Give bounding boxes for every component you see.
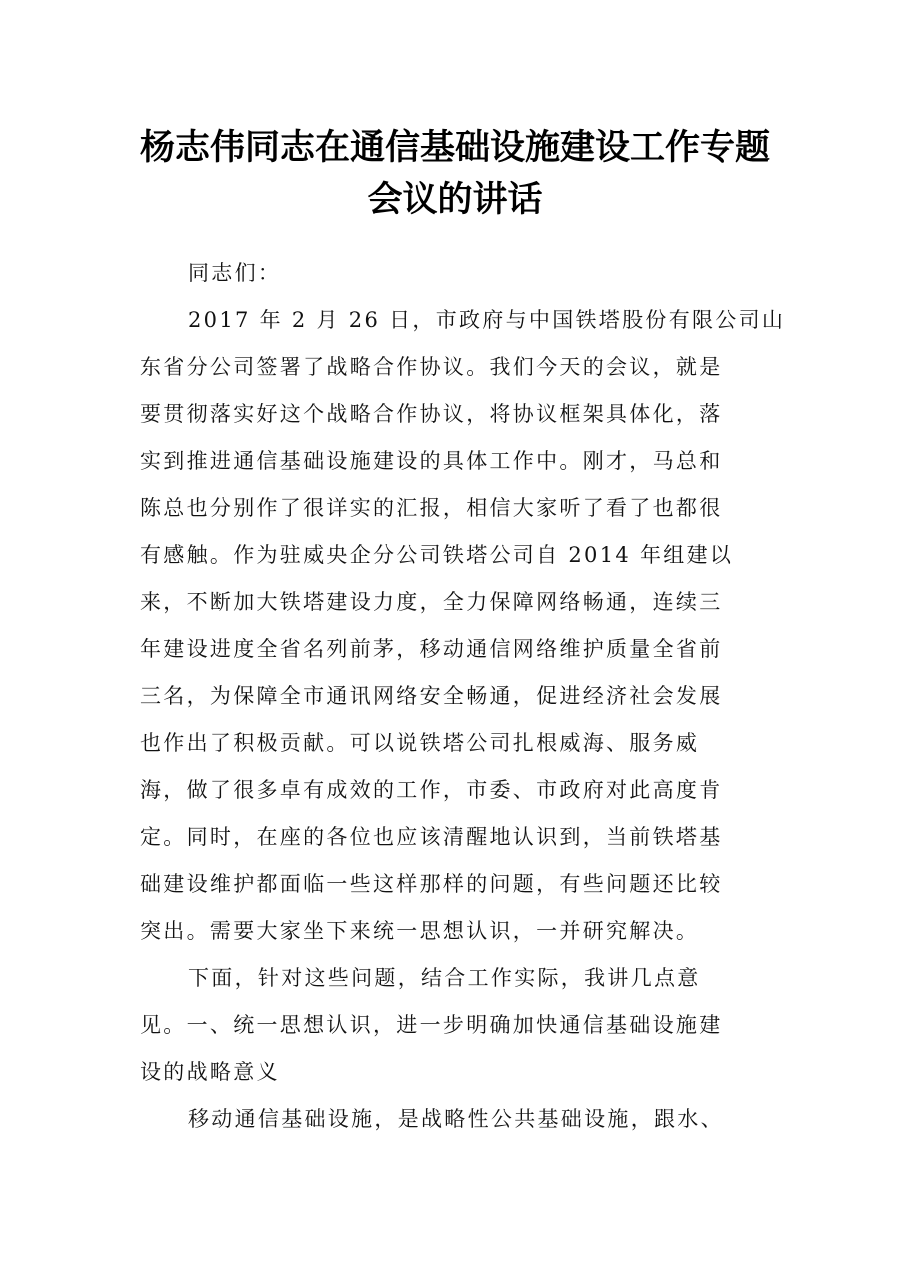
title-line: 杨志伟同志在通信基础设施建设工作专题 — [139, 127, 770, 168]
text-line: 下面，针对这些问题，结合工作实际，我讲几点意 — [188, 966, 701, 990]
title-line: 会议的讲话 — [367, 179, 543, 220]
text-line: 东省分公司签署了战略合作协议。我们今天的会议，就是 — [140, 355, 723, 379]
text-line: 突出。需要大家坐下来统一思想认识，一并研究解决。 — [140, 919, 700, 943]
text-line: 移动通信基础设施，是战略性公共基础设施，跟水、 — [188, 1107, 724, 1131]
text-line: 海，做了很多卓有成效的工作，市委、市政府对此高度肯 — [140, 778, 723, 802]
text-line: 要贯彻落实好这个战略合作协议，将协议框架具体化，落 — [140, 402, 723, 426]
text-line: 2017 年 2 月 26 日，市政府与中国铁塔股份有限公司山 — [188, 308, 786, 332]
salutation — [140, 250, 770, 297]
salutation-text: 同志们： — [188, 261, 282, 285]
text-line: 也作出了积极贡献。可以说铁塔公司扎根威海、服务威 — [140, 731, 700, 755]
text-line: 础建设维护都面临一些这样那样的问题，有些问题还比较 — [140, 872, 723, 896]
text-line: 来，不断加大铁塔建设力度，全力保障网络畅通，连续三 — [140, 590, 723, 614]
text-line: 设的战略意义 — [140, 1060, 280, 1084]
document-body — [140, 250, 786, 1143]
paragraph-3 — [140, 1096, 770, 1143]
text-line: 见。一、统一思想认识，进一步明确加快通信基础设施建 — [140, 1013, 723, 1037]
document-title — [130, 122, 780, 226]
text-line: 有感触。作为驻威央企分公司铁塔公司自 2014 年组建以 — [140, 543, 734, 567]
text-line: 陈总也分别作了很详实的汇报，相信大家听了看了也都很 — [140, 496, 723, 520]
paragraph-1 — [140, 297, 786, 955]
text-line: 定。同时，在座的各位也应该清醒地认识到，当前铁塔基 — [140, 825, 723, 849]
paragraph-2 — [140, 955, 770, 1096]
text-line: 三名，为保障全市通讯网络安全畅通，促进经济社会发展 — [140, 684, 723, 708]
text-line: 实到推进通信基础设施建设的具体工作中。刚才，马总和 — [140, 449, 723, 473]
text-line: 年建设进度全省名列前茅，移动通信网络维护质量全省前 — [140, 637, 723, 661]
